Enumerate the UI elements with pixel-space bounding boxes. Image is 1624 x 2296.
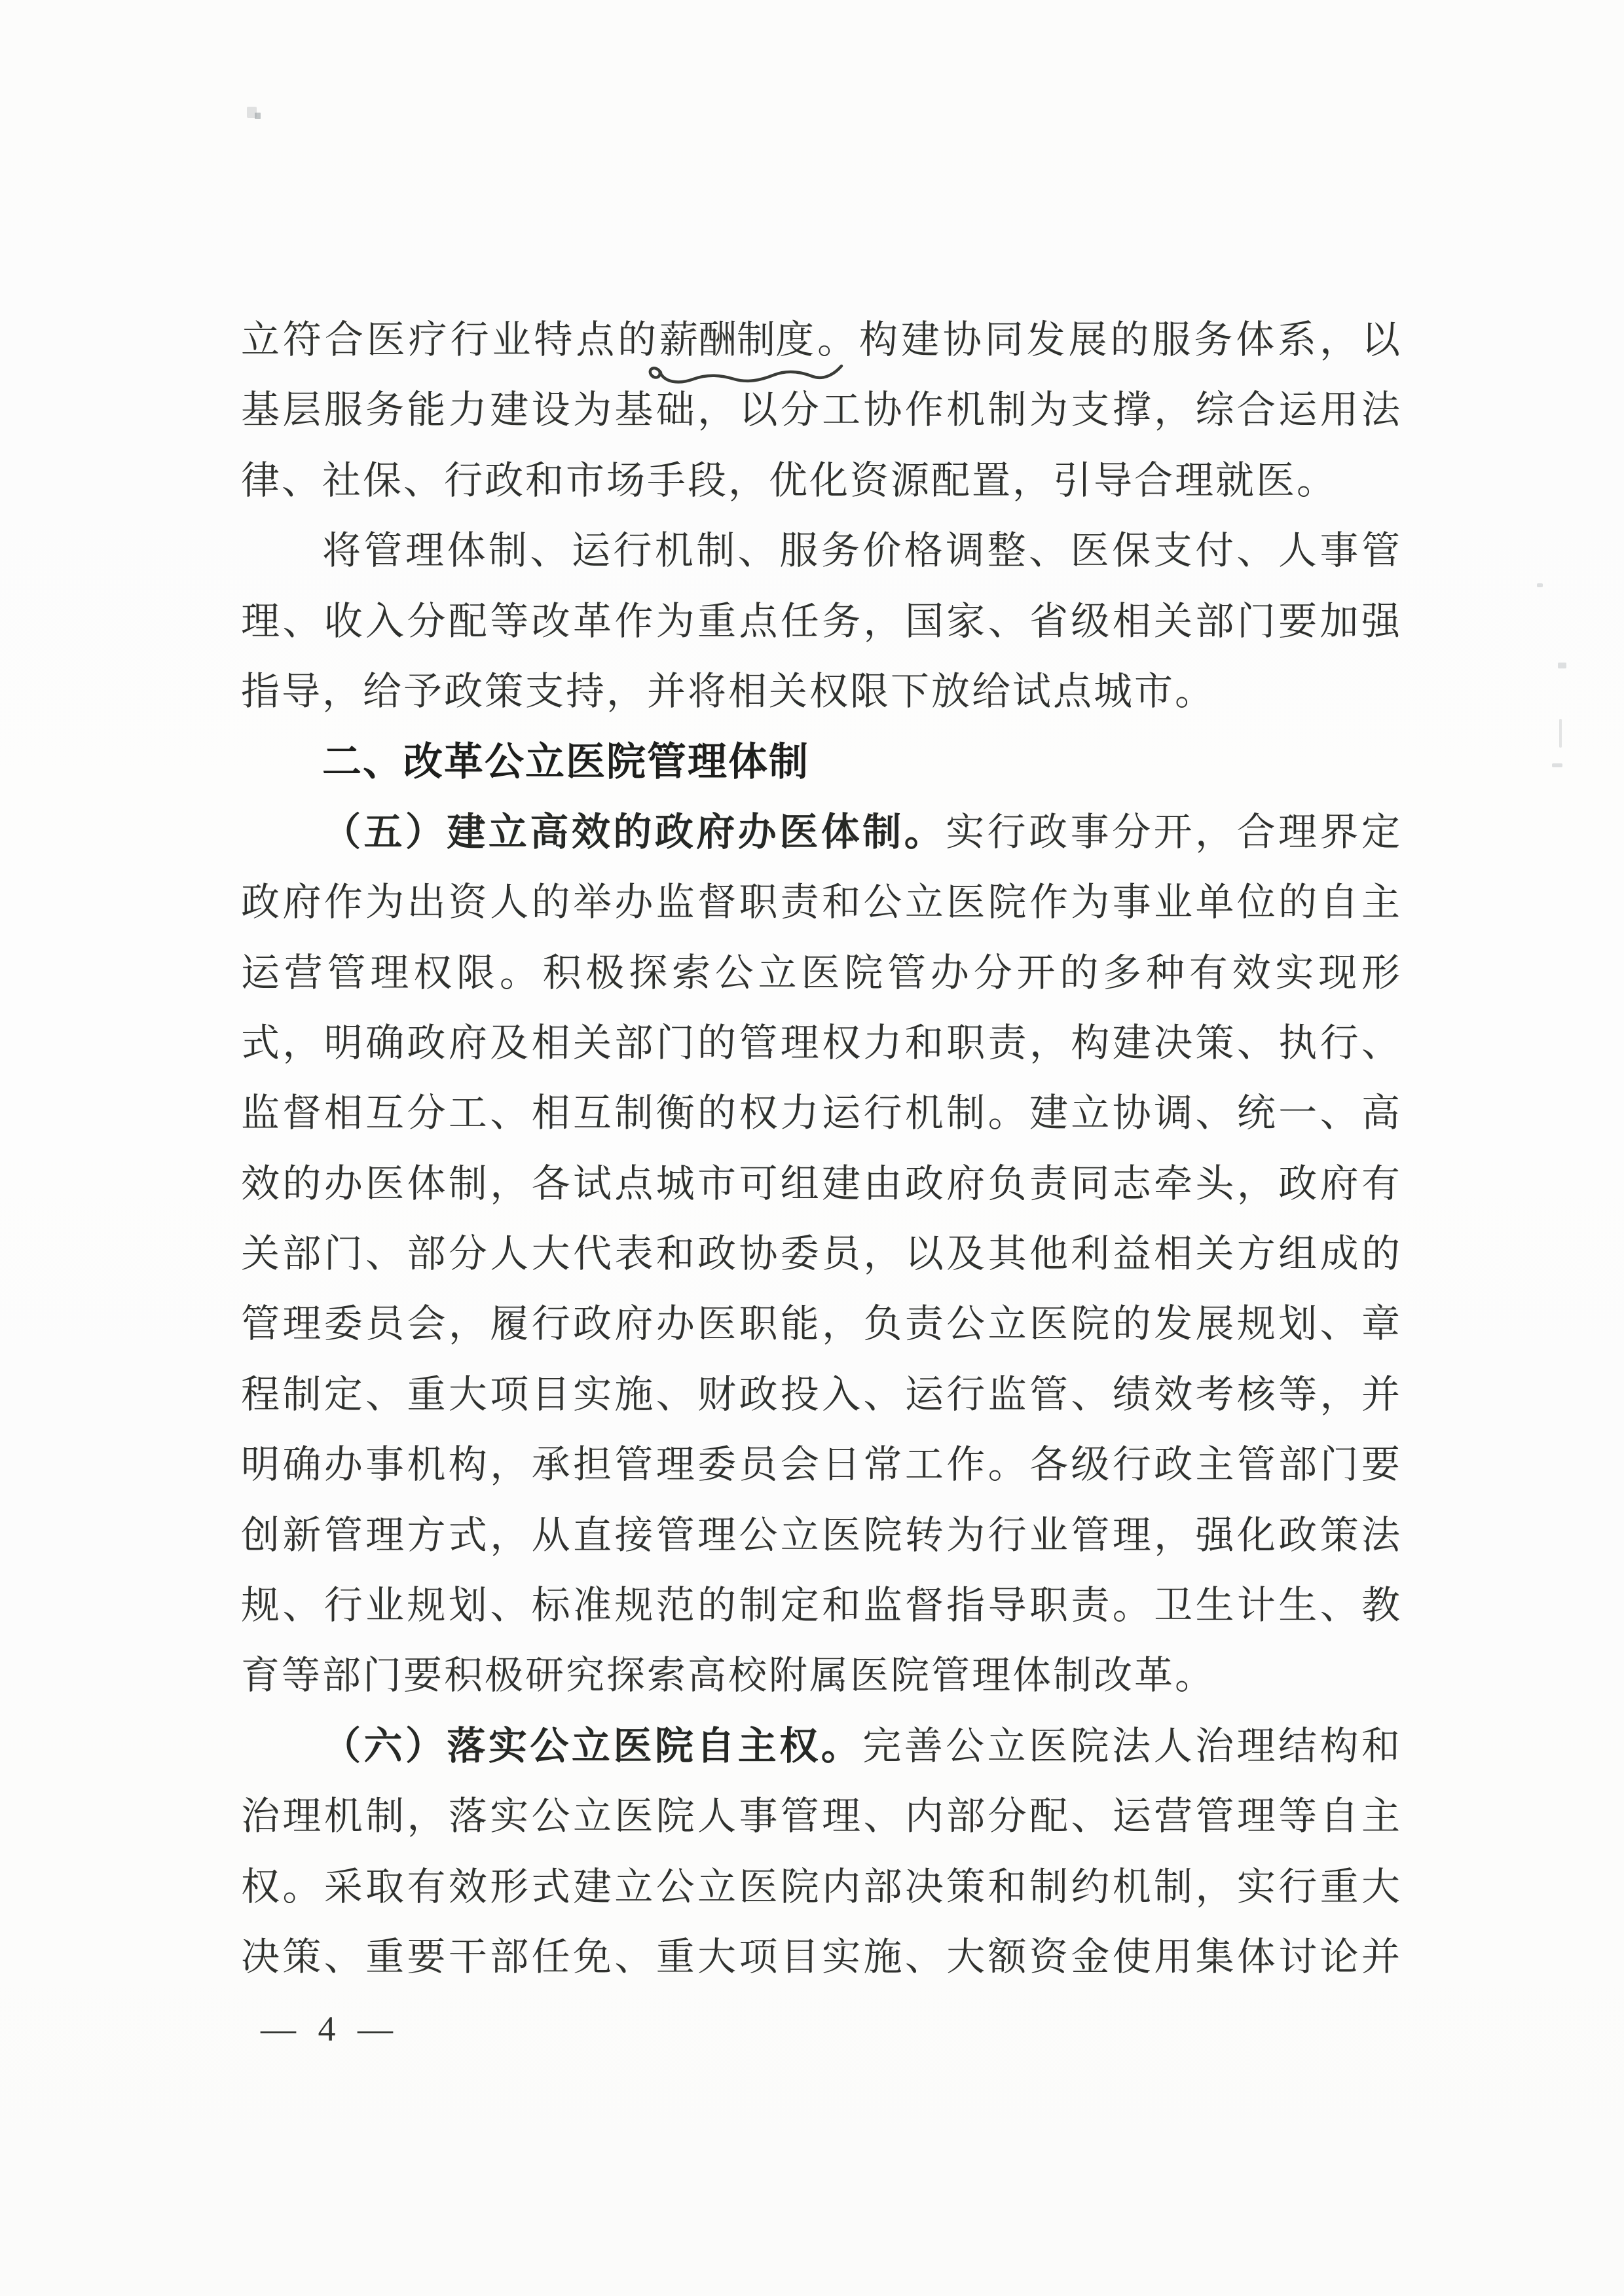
text-line: 权。采取有效形式建立公立医院内部决策和制约机制，实行重大 <box>241 1865 1400 1908</box>
text-line <box>241 305 1400 375</box>
text-line: 式，明确政府及相关部门的管理权力和职责，构建决策、执行、 <box>241 1021 1400 1065</box>
text-line: 创新管理方式，从直接管理公立医院转为行业管理，强化政策法 <box>241 1513 1400 1557</box>
text-line: 政府作为出资人的举办监督职责和公立医院作为事业单位的自主 <box>241 881 1400 924</box>
text-line: 育等部门要积极研究探索高校附属医院管理体制改革。 <box>241 1654 1216 1698</box>
body-text <box>241 305 1400 1992</box>
scan-speck <box>1537 583 1543 587</box>
text-line: 治理机制，落实公立医院人事管理、内部分配、运营管理等自主 <box>241 1795 1400 1838</box>
text-line: 律、社保、行政和市场手段，优化资源配置，引导合理就医。 <box>241 458 1338 502</box>
text-line: 关部门、部分人大代表和政协委员，以及其他利益相关方组成的 <box>241 1232 1400 1276</box>
text-line: 规、行业规划、标准规范的制定和监督指导职责。卫生计生、教 <box>241 1584 1400 1628</box>
section-heading: 二、改革公立医院管理体制 <box>322 740 809 784</box>
scan-speck <box>1558 663 1566 668</box>
text-line <box>241 1711 1400 1781</box>
text-line: 决策、重要干部任免、重大项目实施、大额资金使用集体讨论并 <box>241 1935 1400 1978</box>
scan-speck <box>1559 719 1562 748</box>
text-line: 程制定、重大项目实施、财政投入、运行监管、绩效考核等，并 <box>241 1372 1400 1416</box>
scan-speck <box>1552 763 1562 767</box>
text-line: 效的办医体制，各试点城市可组建由政府负责同志牵头，政府有 <box>241 1161 1400 1205</box>
paragraph-lead: （五）建立高效的政府办医体制。 <box>322 810 946 854</box>
scan-speck <box>255 113 261 119</box>
text-line: 基层服务能力建设为基础，以分工协作机制为支撑，综合运用法 <box>241 388 1400 432</box>
text-segment: 实行政事分开，合理界定 <box>946 810 1400 854</box>
text-line: 将管理体制、运行机制、服务价格调整、医保支付、人事管 <box>322 529 1400 573</box>
text-segment: 完善公立医院法人治理结构和 <box>862 1724 1400 1768</box>
text-line: 理、收入分配等改革作为重点任务，国家、省级相关部门要加强 <box>241 599 1400 643</box>
text-line: 监督相互分工、相互制衡的权力运行机制。建立协调、统一、高 <box>241 1091 1400 1135</box>
text-segment: 立符合医疗行业特点的 <box>241 318 660 361</box>
text-line: 管理委员会，履行政府办医职能，负责公立医院的发展规划、章 <box>241 1302 1400 1346</box>
text-line <box>241 797 1400 867</box>
page-number: — 4 — <box>261 2009 399 2049</box>
annotated-text <box>659 305 814 375</box>
annotation-target-text: 薪酬制度 <box>659 318 815 361</box>
text-line: 运营管理权限。积极探索公立医院管办分开的多种有效实现形 <box>241 951 1400 994</box>
text-line: 明确办事机构，承担管理委员会日常工作。各级行政主管部门要 <box>241 1443 1400 1487</box>
text-line: 指导，给予政策支持，并将相关权限下放给试点城市。 <box>241 669 1216 713</box>
text-segment: 。构建协同发展的服务体系，以 <box>814 318 1400 361</box>
paragraph-lead: （六）落实公立医院自主权。 <box>322 1724 863 1768</box>
